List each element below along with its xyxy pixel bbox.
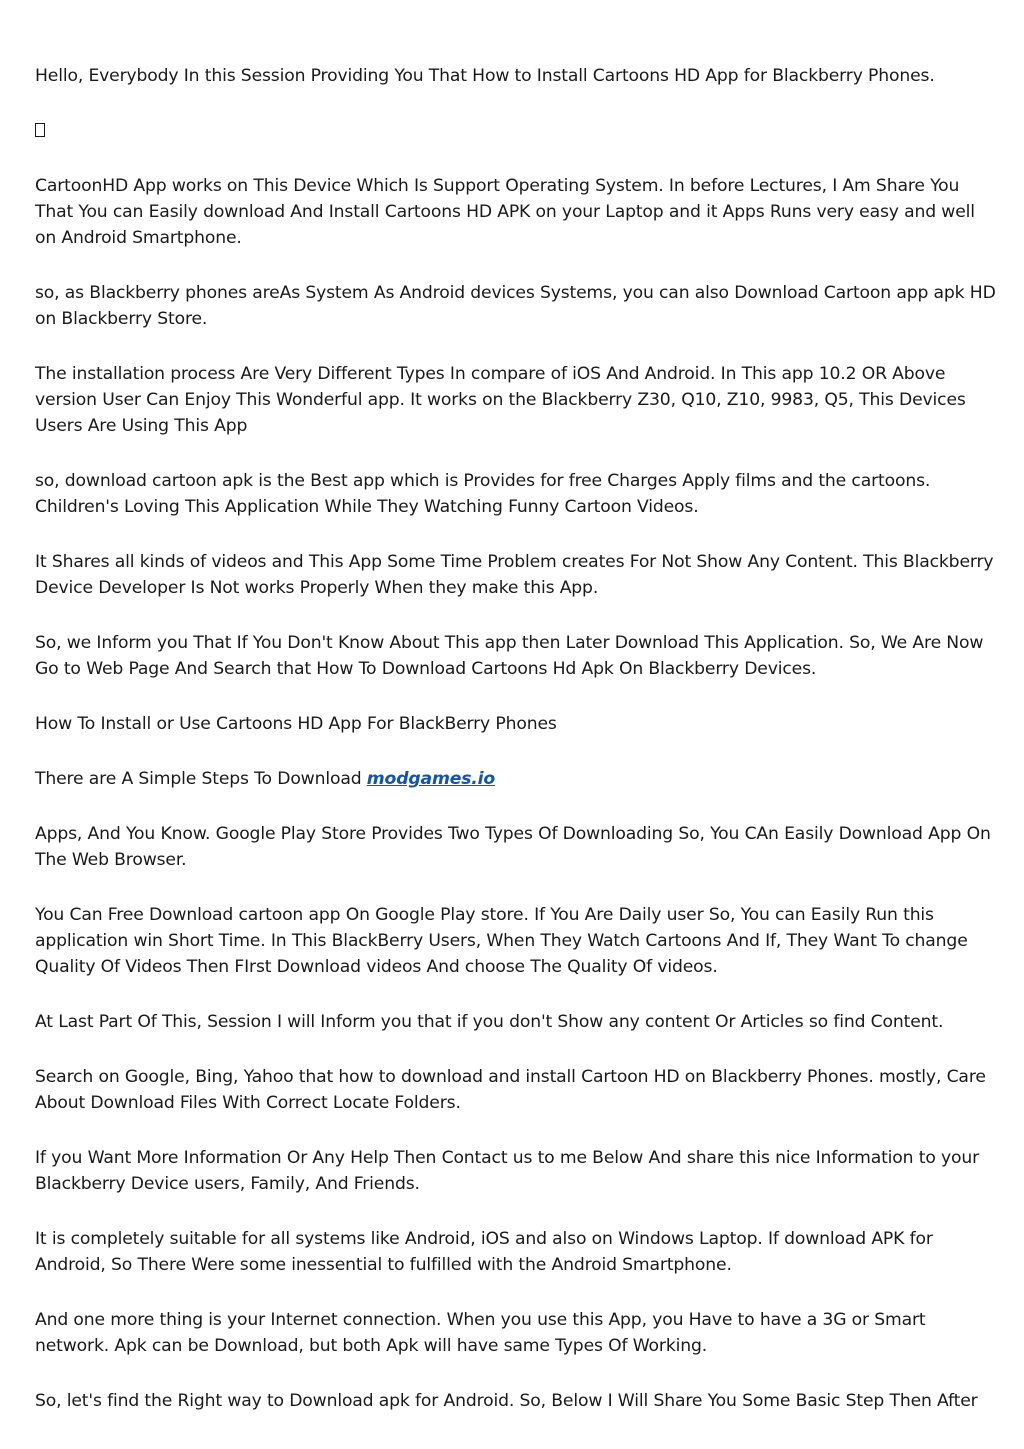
paragraph-inform-you: So, we Inform you That If You Don't Know About This app then Later Download This Application. So, We Are Now Go to Web Page And Search that How To Download Cartoons Hd Apk On Blackberry Devices.	[35, 633, 984, 679]
paragraph-play-store: Apps, And You Know. Google Play Store Provides Two Types Of Downloading So, You CAn Easily Download App On The Web Browser.	[35, 824, 991, 870]
paragraph-intro: Hello, Everybody In this Session Providing You That How to Install Cartoons HD App for Blackberry Phones.	[35, 66, 935, 86]
paragraph-free-download: You Can Free Download cartoon app On Google Play store. If You Are Daily user So, You can Easily Run this application win Short Time. In This BlackBerry Users, When They Watch Cartoons And If, They Want To change Quality Of Videos Then FIrst Download videos And choose The Quality Of videos.	[35, 905, 968, 977]
modgames-link[interactable]: modgames.io	[366, 769, 496, 789]
paragraph-more-information: If you Want More Information Or Any Help Then Contact us to me Below And share this nice Information to your Blackberry Device users, Family, And Friends.	[35, 1148, 980, 1194]
simple-steps-text: There are A Simple Steps To Download	[35, 769, 367, 789]
paragraph-shares-videos: It Shares all kinds of videos and This App Some Time Problem creates For Not Show Any Content. This Blackberry Device Developer Is Not works Properly When they make this App.	[35, 552, 994, 598]
document-body	[35, 63, 997, 1443]
paragraph-blackberry-store: so, as Blackberry phones areAs System As Android devices Systems, you can also Download Cartoon app apk HD on Blackberry Store.	[35, 283, 996, 329]
section-heading-how-to-install: How To Install or Use Cartoons HD App For BlackBerry Phones	[35, 714, 557, 734]
paragraph-search-google: Search on Google, Bing, Yahoo that how to download and install Cartoon HD on Blackberry Phones. mostly, Care About Download Files With Correct Locate Folders.	[35, 1067, 986, 1113]
missing-glyph-line	[35, 118, 997, 144]
paragraph-simple-steps	[35, 766, 997, 792]
paragraph-internet-connection: And one more thing is your Internet connection. When you use this App, you Have to have a 3G or Smart network. Apk can be Download, but both Apk will have same Types Of Working.	[35, 1310, 926, 1356]
paragraph-right-way: So, let's find the Right way to Download apk for Android. So, Below I Will Share You Some Basic Step Then After	[35, 1391, 978, 1411]
paragraph-installation-process: The installation process Are Very Different Types In compare of iOS And Android. In This app 10.2 OR Above version User Can Enjoy This Wonderful app. It works on the Blackberry Z30, Q10, Z10, 9983, Q5, This Devices Users Are Using This App	[35, 364, 966, 436]
paragraph-cartoonhd-works: CartoonHD App works on This Device Which Is Support Operating System. In before Lectures, I Am Share You That You can Easily download And Install Cartoons HD APK on your Laptop and it Apps Runs very easy and well on Android Smartphone.	[35, 176, 975, 248]
paragraph-last-part: At Last Part Of This, Session I will Inform you that if you don't Show any content Or Articles so find Content.	[35, 1012, 944, 1032]
missing-glyph-box-icon	[35, 123, 45, 137]
paragraph-best-app: so, download cartoon apk is the Best app which is Provides for free Charges Apply films and the cartoons. Children's Loving This Application While They Watching Funny Cartoon Videos.	[35, 471, 931, 517]
paragraph-suitable-systems: It is completely suitable for all systems like Android, iOS and also on Windows Laptop. If download APK for Android, So There Were some inessential to fulfilled with the Android Smartphone.	[35, 1229, 933, 1275]
